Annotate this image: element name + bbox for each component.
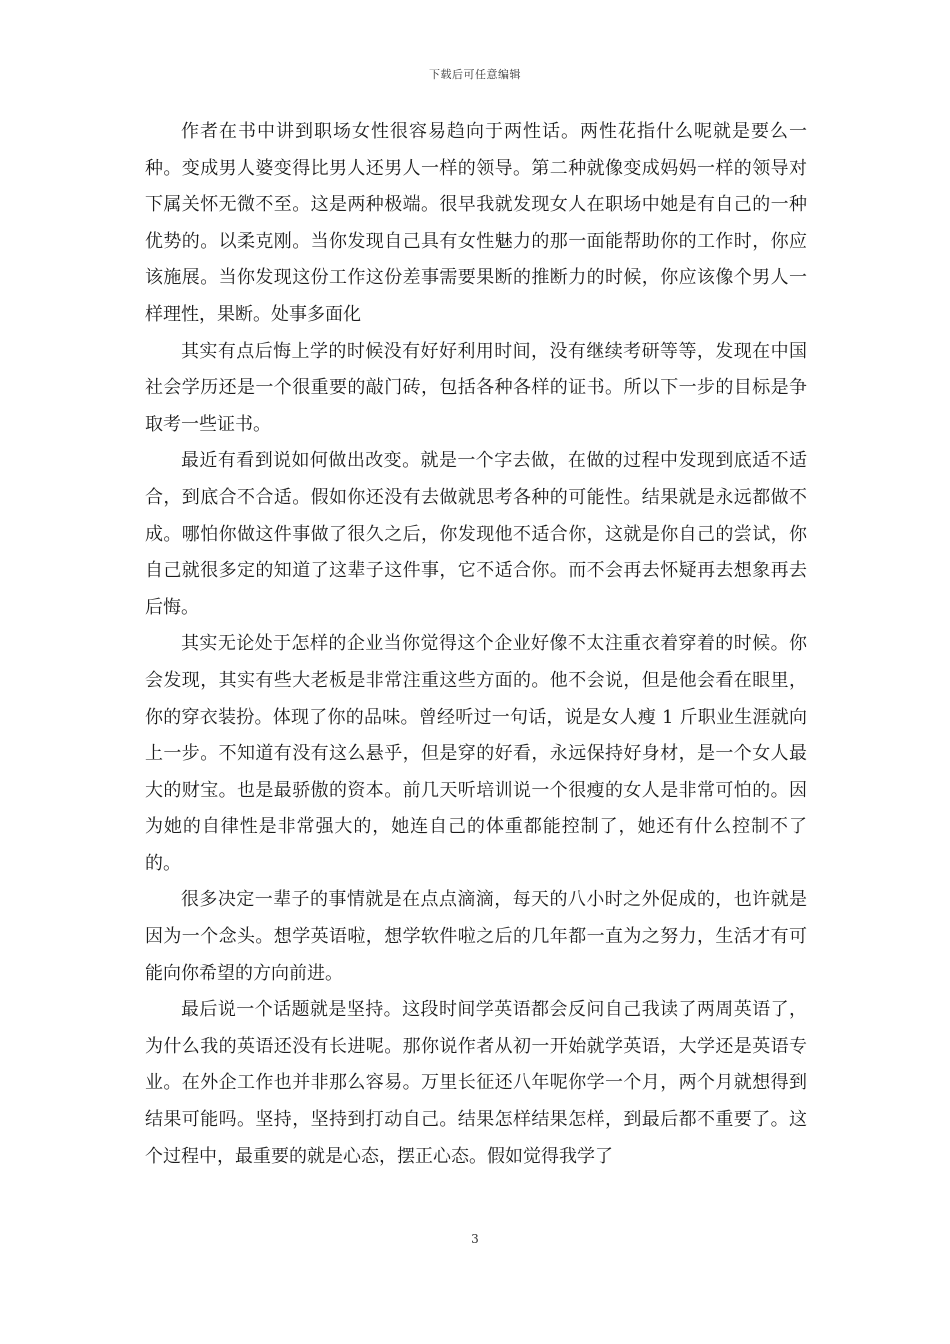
paragraph-3: 最近有看到说如何做出改变。就是一个字去做，在做的过程中发现到底适不适合，到底合不合适。假如你还没有去做就思考各种的可能性。结果就是永远都做不成。哪怕你做这件事做了很久之后，你发现他不适合你，这就是你自己的尝试，你自己就很多定的知道了这辈子这件事，它不适合你。而不会再去怀疑再去想象再去后悔。 xyxy=(145,450,807,618)
paragraph-1: 作者在书中讲到职场女性很容易趋向于两性话。两性花指什么呢就是要么一种。变成男人婆变得比男人还男人一样的领导。第二种就像变成妈妈一样的领导对下属关怀无微不至。这是两种极端。很早我就发现女人在职场中她是有自己的一种优势的。以柔克刚。当你发现自己具有女性魅力的那一面能帮助你的工作时，你应该施展。当你发现这份工作这份差事需要果断的推断力的时候，你应该像个男人一样理性，果断。处事多面化 xyxy=(145,121,807,325)
document-body xyxy=(145,114,807,1175)
paragraph-5: 很多决定一辈子的事情就是在点点滴滴，每天的八小时之外促成的，也许就是因为一个念头。想学英语啦，想学软件啦之后的几年都一直为之努力，生活才有可能向你希望的方向前进。 xyxy=(145,889,807,984)
page-header: 下载后可任意编辑 xyxy=(429,68,521,81)
page-number: 3 xyxy=(471,1232,479,1246)
paragraph-6: 最后说一个话题就是坚持。这段时间学英语都会反问自己我读了两周英语了，为什么我的英语还没有长进呢。那你说作者从初一开始就学英语，大学还是英语专业。在外企工作也并非那么容易。万里长征还八年呢你学一个月，两个月就想得到结果可能吗。坚持，坚持到打动自己。结果怎样结果怎样，到最后都不重要了。这个过程中，最重要的就是心态，摆正心态。假如觉得我学了 xyxy=(145,999,807,1167)
paragraph-4: 其实无论处于怎样的企业当你觉得这个企业好像不太注重衣着穿着的时候。你会发现，其实有些大老板是非常注重这些方面的。他不会说，但是他会看在眼里，你的穿衣装扮。体现了你的品味。曾经听过一句话，说是女人瘦 1 斤职业生涯就向上一步。不知道有没有这么悬乎，但是穿的好看，永远保持好身材，是一个女人最大的财宝。也是最骄傲的资本。前几天听培训说一个很瘦的女人是非常可怕的。因为她的自律性是非常强大的，她连自己的体重都能控制了，她还有什么控制不了的。 xyxy=(145,633,807,874)
paragraph-2: 其实有点后悔上学的时候没有好好利用时间，没有继续考研等等，发现在中国社会学历还是一个很重要的敲门砖，包括各种各样的证书。所以下一步的目标是争取考一些证书。 xyxy=(145,340,807,435)
